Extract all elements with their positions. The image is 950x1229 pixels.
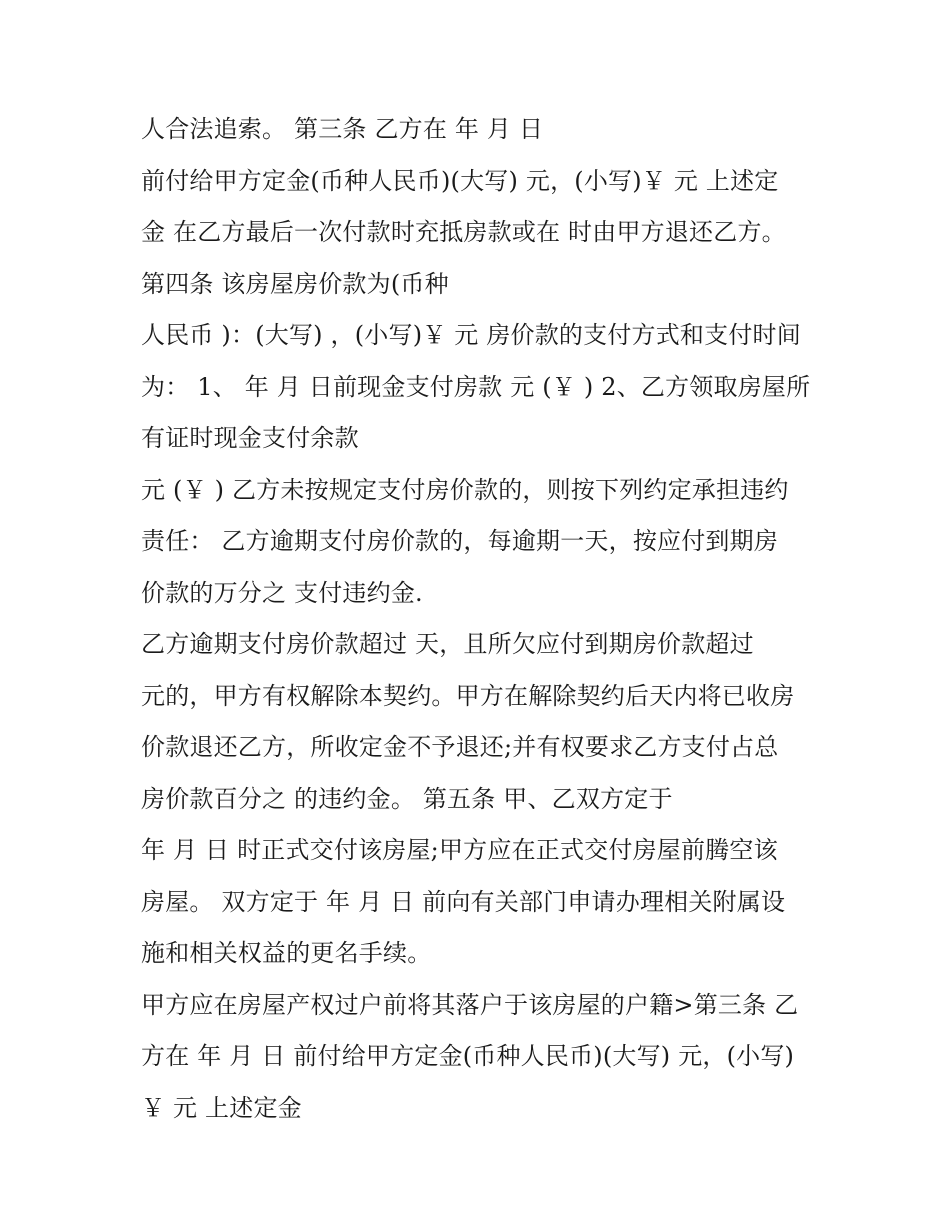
text-line: 年 月 日 时正式交付该房屋;甲方应在正式交付房屋前腾空该 — [141, 836, 778, 864]
text-line: 元的，甲方有权解除本契约。甲方在解除契约后天内将已收房 — [141, 681, 795, 710]
text-line: 价款的万分之 支付违约金. — [141, 578, 423, 607]
text-line: 房价款百分之 的违约金。 第五条 甲、乙双方定于 — [141, 784, 673, 813]
text-line: 施和相关权益的更名手续。 — [141, 939, 432, 967]
contract-text-body — [141, 108, 821, 1138]
text-line: 人民币 )：(大写) ，(小写)￥ 元 房价款的支付方式和支付时间 — [141, 321, 801, 349]
text-line: 元 (￥ ) 乙方未按规定支付房价款的，则按下列约定承担违约 — [141, 475, 789, 504]
text-line: 为： 1、 年 月 日前现金支付房款 元 (￥ ) 2、乙方领取房屋所 — [141, 372, 811, 401]
text-line: 第四条 该房屋房价款为(币种 — [141, 269, 449, 298]
text-line: 有证时现金支付余款 — [141, 424, 359, 452]
text-line: 责任： 乙方逾期支付房价款的，每逾期一天，按应付到期房 — [141, 527, 779, 555]
text-line: 方在 年 月 日 前付给甲方定金(币种人民币)(大写) 元，(小写) — [141, 1042, 795, 1070]
text-line: 房屋。 双方定于 年 月 日 前向有关部门申请办理相关附属设 — [141, 887, 786, 916]
text-line: 甲方应在房屋产权过户前将其落户于该房屋的户籍>第三条 乙 — [141, 990, 799, 1019]
text-line: 金 在乙方最后一次付款时充抵房款或在 时由甲方退还乙方。 — [141, 218, 786, 246]
text-line: 人合法追索。 第三条 乙方在 年 月 日 — [141, 115, 544, 143]
text-line: 价款退还乙方，所收定金不予退还;并有权要求乙方支付占总 — [141, 733, 779, 761]
text-line: 乙方逾期支付房价款超过 天，且所欠应付到期房价款超过 — [141, 630, 754, 658]
text-line: ￥ 元 上述定金 — [141, 1093, 302, 1122]
text-line: 前付给甲方定金(币种人民币)(大写) 元，(小写)￥ 元 上述定 — [141, 166, 779, 195]
